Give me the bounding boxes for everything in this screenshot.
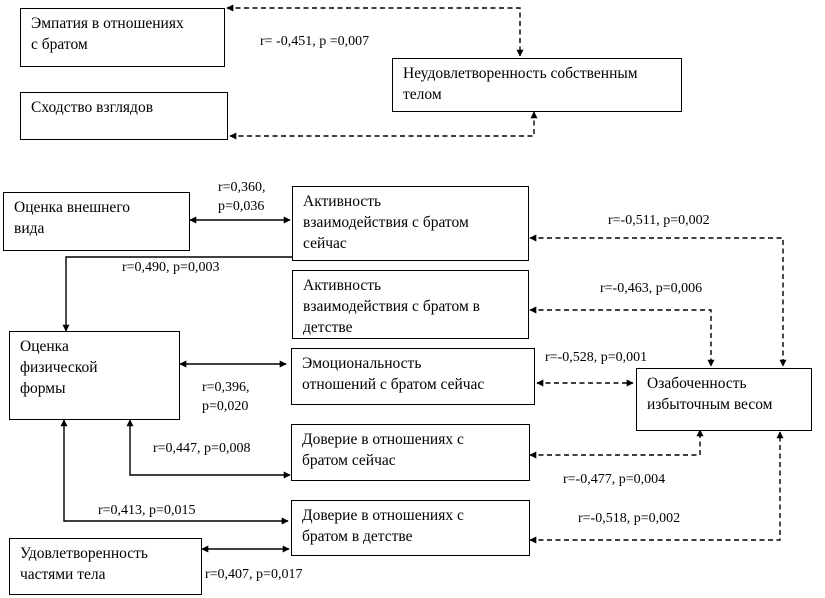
label-physical-emotional: r=0,396, p=0,020 [202, 380, 250, 414]
label-trust-now-weight: r=-0,477, p=0,004 [563, 472, 666, 487]
label-appearance-activity: r=0,360, p=0,036 [218, 180, 266, 214]
node-activity-child: Активность взаимодействия с братом в детстве [292, 270, 529, 339]
node-appearance: Оценка внешнего вида [3, 192, 190, 251]
node-trust-child: Доверие в отношениях с братом в детстве [291, 500, 530, 556]
label-empathy-body: r= -0,451, p =0,007 [260, 34, 370, 49]
label-bodyparts-trust-child: r=0,407, p=0,017 [205, 567, 303, 582]
node-body-dissatisfaction: Неудовлетворенность собственным телом [392, 58, 682, 112]
node-empathy: Эмпатия в отношениях с братом [20, 8, 225, 67]
label-activity-child-weight: r=-0,463, p=0,006 [600, 281, 703, 296]
node-body-parts: Удовлетворенность частями тела [9, 538, 202, 595]
node-weight: Озабоченность избыточным весом [636, 368, 812, 431]
node-emotional-now: Эмоциональность отношений с братом сейчас [291, 348, 535, 405]
label-appearance-physical: r=0,490, p=0,003 [122, 260, 220, 275]
edge-activity-now-weight [530, 238, 783, 366]
edge-trust-now-weight [530, 430, 700, 455]
node-physical: Оценка физической формы [9, 331, 180, 420]
label-trust-child-weight: r=-0,518, p=0,002 [578, 511, 681, 526]
label-emotional-weight: r=-0,528, p=0,001 [545, 350, 648, 365]
label-physical-trust-now: r=0,447, p=0,008 [153, 441, 251, 456]
node-trust-now: Доверие в отношениях с братом сейчас [291, 424, 530, 481]
edge-similarity-body [230, 112, 534, 136]
label-activity-now-weight: r=-0,511, p=0,002 [608, 213, 710, 228]
node-activity-now: Активность взаимодействия с братом сейчас [292, 186, 529, 261]
label-physical-trust-child: r=0,413, p=0,015 [98, 503, 196, 518]
node-similarity: Сходство взглядов [20, 92, 228, 140]
